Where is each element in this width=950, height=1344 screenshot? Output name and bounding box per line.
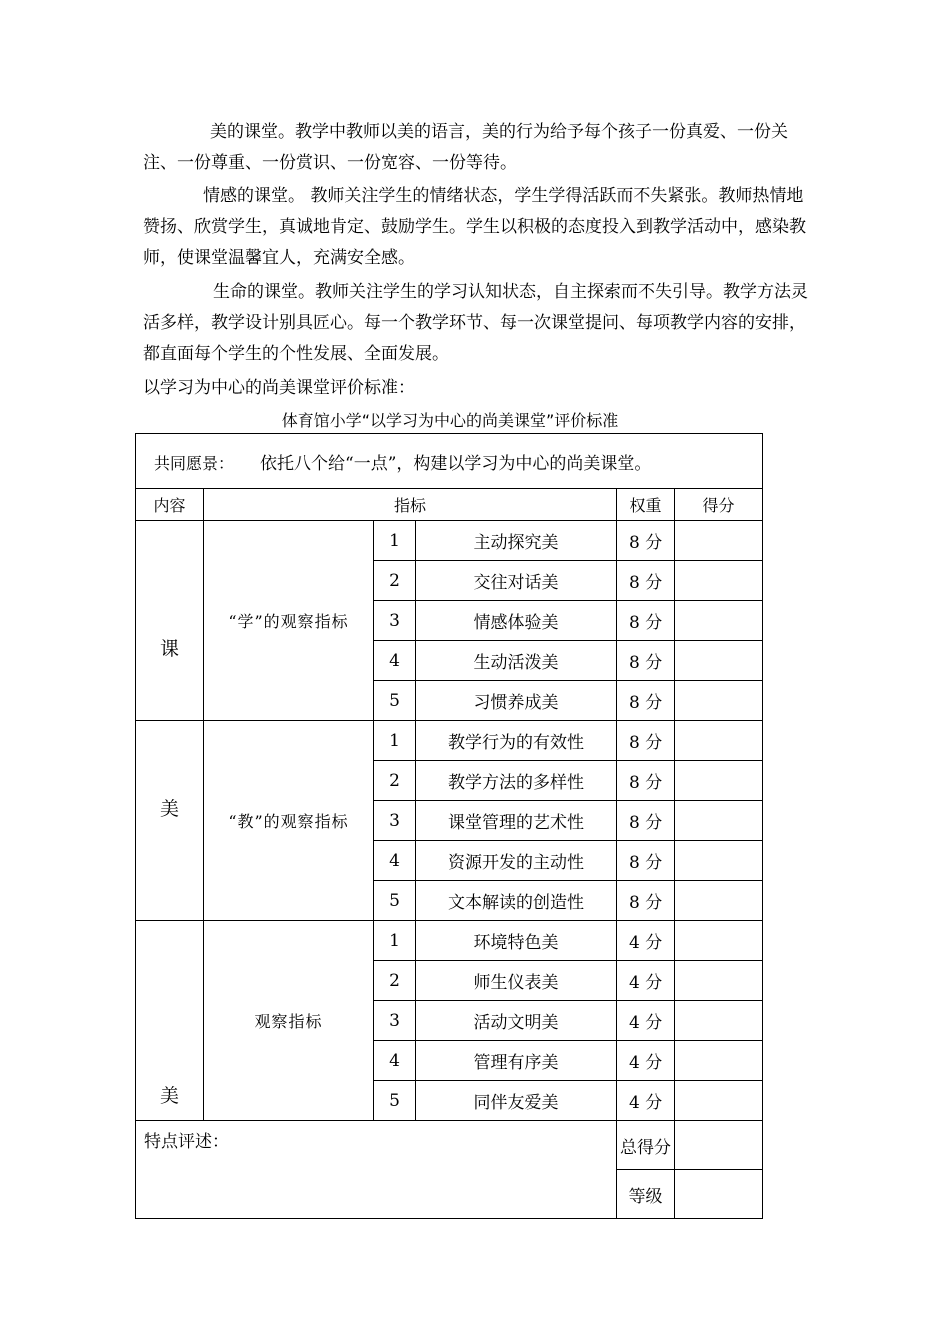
row-weight: 4 分 [617, 1081, 675, 1121]
row-item: 教学行为的有效性 [416, 721, 617, 761]
score-cell[interactable] [675, 1001, 763, 1041]
row-number: 1 [374, 521, 416, 561]
paragraph-emotional-classroom: 情感的课堂。 教师关注学生的情绪状态，学生学得活跃而不失紧张。教师热情地赞扬、欣赏学生，真诚地肯定、鼓励学生。学生以积极的态度投入到教学活动中，感染教师，使课堂温馨宜人，充满安全感。 [143, 186, 806, 268]
row-item: 习惯养成美 [416, 681, 617, 721]
grade-cell[interactable] [675, 1170, 763, 1219]
group-env-label: 观察指标 [204, 921, 374, 1121]
row-weight: 8 分 [617, 761, 675, 801]
row-item: 同伴友爱美 [416, 1081, 617, 1121]
row-item: 课堂管理的艺术性 [416, 801, 617, 841]
row-weight: 8 分 [617, 801, 675, 841]
paragraph-life-classroom: 生命的课堂。教师关注学生的学习认知状态，自主探索而不失引导。教学方法灵活多样，教学设计别具匠心。每一个教学环节、每一次课堂提问、每项教学内容的安排，都直面每个学生的个性发展、全面发展。 [143, 282, 808, 364]
score-cell[interactable] [675, 641, 763, 681]
row-item: 生动活泼美 [416, 641, 617, 681]
row-number: 2 [374, 761, 416, 801]
shared-vision-text: 依托八个给“一点”，构建以学习为中心的尚美课堂。 [260, 453, 652, 474]
score-cell[interactable] [675, 1081, 763, 1121]
row-weight: 4 分 [617, 1001, 675, 1041]
header-weight: 权重 [617, 489, 675, 521]
comment-cell[interactable] [136, 1121, 617, 1219]
row-weight: 4 分 [617, 1041, 675, 1081]
row-number: 2 [374, 561, 416, 601]
score-cell[interactable] [675, 841, 763, 881]
score-cell[interactable] [675, 681, 763, 721]
row-weight: 8 分 [617, 561, 675, 601]
row-weight: 4 分 [617, 961, 675, 1001]
row-weight: 8 分 [617, 601, 675, 641]
total-score-label: 总得分 [617, 1121, 675, 1170]
header-indicator: 指标 [204, 489, 617, 521]
row-item: 交往对话美 [416, 561, 617, 601]
table-row [136, 521, 763, 561]
row-number: 4 [374, 641, 416, 681]
score-cell[interactable] [675, 761, 763, 801]
row-number: 3 [374, 601, 416, 641]
score-cell[interactable] [675, 801, 763, 841]
row-weight: 8 分 [617, 641, 675, 681]
row-number: 5 [374, 881, 416, 921]
row-weight: 8 分 [617, 841, 675, 881]
category-mei: 美 [136, 721, 204, 921]
row-item: 文本解读的创造性 [416, 881, 617, 921]
row-weight: 4 分 [617, 921, 675, 961]
score-cell[interactable] [675, 561, 763, 601]
grade-label: 等级 [617, 1170, 675, 1219]
category-ke: 课 [136, 521, 204, 721]
row-item: 资源开发的主动性 [416, 841, 617, 881]
header-score: 得分 [675, 489, 763, 521]
row-number: 1 [374, 921, 416, 961]
row-weight: 8 分 [617, 681, 675, 721]
row-number: 1 [374, 721, 416, 761]
summary-row-total [136, 1121, 763, 1170]
row-number: 5 [374, 1081, 416, 1121]
category-mei-environment: 美 [136, 921, 204, 1121]
evaluation-table [135, 433, 763, 1219]
shared-vision-cell [136, 434, 763, 489]
row-item: 环境特色美 [416, 921, 617, 961]
row-number: 4 [374, 841, 416, 881]
score-cell[interactable] [675, 881, 763, 921]
row-weight: 8 分 [617, 521, 675, 561]
row-item: 教学方法的多样性 [416, 761, 617, 801]
header-content: 内容 [136, 489, 204, 521]
row-number: 4 [374, 1041, 416, 1081]
score-cell[interactable] [675, 921, 763, 961]
total-score-cell[interactable] [675, 1121, 763, 1170]
score-cell[interactable] [675, 961, 763, 1001]
group-xue-label: “学”的观察指标 [204, 521, 374, 721]
shared-vision-label: 共同愿景： [154, 453, 235, 473]
comment-label: 特点评述： [144, 1132, 229, 1152]
score-cell[interactable] [675, 1041, 763, 1081]
row-item: 活动文明美 [416, 1001, 617, 1041]
score-cell[interactable] [675, 721, 763, 761]
table-row [136, 721, 763, 761]
paragraph-beautiful-classroom: 美的课堂。教学中教师以美的语言，美的行为给予每个孩子一份真爱、一份关注、一份尊重、一份赏识、一份宽容、一份等待。 [143, 122, 788, 173]
row-item: 主动探究美 [416, 521, 617, 561]
row-item: 管理有序美 [416, 1041, 617, 1081]
group-jiao-label: “教”的观察指标 [204, 721, 374, 921]
score-cell[interactable] [675, 521, 763, 561]
paragraph-standard-intro: 以学习为中心的尚美课堂评价标准： [143, 378, 415, 398]
row-number: 2 [374, 961, 416, 1001]
table-caption: 体育馆小学“以学习为中心的尚美课堂”评价标准 [281, 411, 619, 430]
row-number: 3 [374, 801, 416, 841]
row-number: 5 [374, 681, 416, 721]
score-cell[interactable] [675, 601, 763, 641]
row-item: 师生仪表美 [416, 961, 617, 1001]
table-row [136, 921, 763, 961]
table-header-row [136, 489, 763, 521]
row-weight: 8 分 [617, 881, 675, 921]
row-item: 情感体验美 [416, 601, 617, 641]
row-weight: 8 分 [617, 721, 675, 761]
row-number: 3 [374, 1001, 416, 1041]
